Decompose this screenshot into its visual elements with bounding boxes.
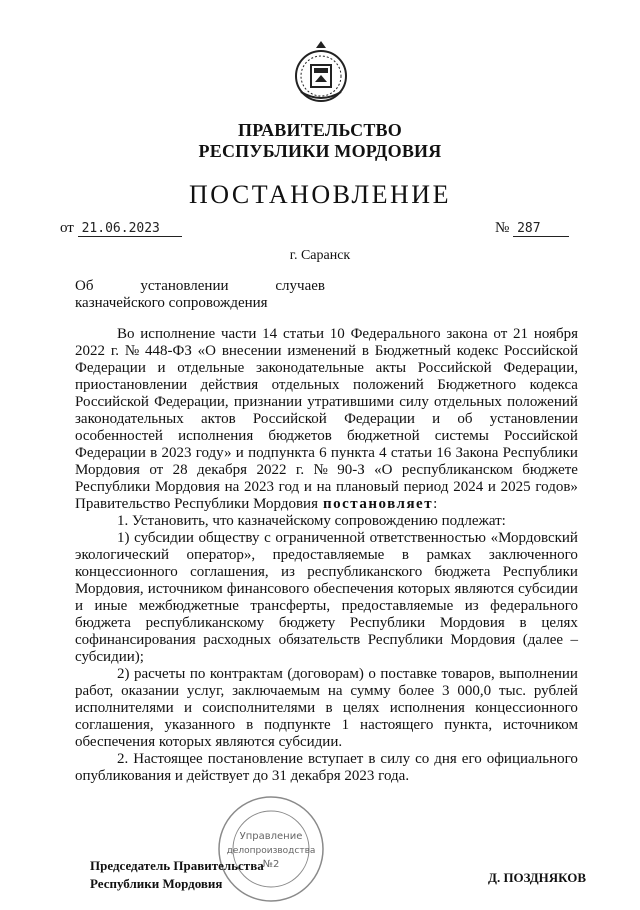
body-text: опубликования и действует до 31 декабря 2023 года. [75,768,410,784]
body-word: год [278,479,300,495]
body-word: предоставляемые [341,598,454,614]
number-row [495,220,569,237]
body-word: г. [110,343,120,359]
body-word: и [487,479,496,495]
body-line [75,530,578,547]
body-line [75,598,578,615]
body-word: исполнение [140,326,216,342]
body-word: целях [541,615,578,631]
body-word: подпункте [264,717,331,733]
body-word: 000,0 [457,683,492,699]
body-word: исполнения [178,428,254,444]
body-word: соглашения, [75,717,154,733]
body-word: услуг, [186,683,225,699]
body-word: исполнения [389,700,465,716]
body-word: году» [195,445,232,461]
body-line [75,479,578,496]
body-word: Российской [75,394,149,410]
body-word: утратившими [307,394,395,410]
body-word: в [401,547,409,563]
body-word: о [368,666,376,682]
body-word: субсидии [518,581,578,597]
body-word: части [220,326,257,342]
subject-word: установлении [140,278,229,294]
body-word: акты [375,360,407,376]
body-word: Закона [455,445,499,461]
body-word: концессионного [75,564,178,580]
body-line [75,751,578,768]
body-word: «О [197,343,216,359]
body-word: которых [397,581,451,597]
body-word: № [313,462,328,478]
body-word: (договорам) [287,666,364,682]
body-word: отдельные [177,360,245,376]
body-word: отдельных [434,394,502,410]
body-word: Российской [504,343,578,359]
signatory-title-line-2: Республики Мордовия [90,876,223,891]
body-word: декабря [197,462,248,478]
body-word: отдельных [271,377,340,393]
body-word: системы [434,428,489,444]
decision-word: постановляет [323,496,434,512]
body-word: 1 [341,717,350,733]
body-word: «О [374,462,393,478]
body-word: Мордовия [450,632,516,648]
body-word: оператор», [186,547,256,563]
body-word: Федерации [75,360,146,376]
body-word: в [361,343,369,359]
body-text: субсидии); [75,649,144,665]
body-line [75,411,578,428]
body-word: субсидии [134,530,194,546]
body-word: 2. [117,751,129,767]
body-word: кодекса [529,377,578,393]
body-word: источником [147,581,223,597]
body-word: бюджету [278,615,336,631]
body-word: обществу [198,530,260,546]
body-word: 2022 [256,462,287,478]
body-word: 90-З [337,462,365,478]
body-word: и [75,598,84,614]
body-word: и [432,411,441,427]
body-word: пункта [330,445,375,461]
body-word: бюджета [75,615,131,631]
body-word: Мордовия, [75,581,144,597]
body-word: указанного [164,717,236,733]
body-word: Федерального [350,326,441,342]
body-word: исполнителями [75,700,174,716]
body-line [75,377,578,394]
body-word: Республики [502,564,578,580]
body-line [75,445,578,462]
body-word: установлении [489,411,578,427]
subject-word: случаев [275,278,325,294]
body-word: оказании [121,683,180,699]
stamp-line-2: делопроизводства [226,846,316,856]
body-word: действия [200,377,259,393]
body-word: Федерации [344,411,415,427]
body-word: заключенного [488,547,578,563]
body-word: внесении [221,343,282,359]
document-number: 287 [513,221,568,237]
body-word: на [327,683,343,699]
body-word: статьи [282,326,325,342]
body-word: ответственностью [369,530,486,546]
body-word: целях [342,700,380,716]
number-prefix: № [495,220,510,236]
stamp-line-3: №2 [262,859,280,870]
body-word: 1) [117,530,130,546]
body-word: Мордовия [439,615,505,631]
org-name-line-1: ПРАВИТЕЛЬСТВО [238,120,402,140]
body-word: статьи [390,445,432,461]
body-word: вступает [307,751,364,767]
body-word: финансового [226,581,310,597]
body-word: Республики [367,632,443,648]
body-word: актов [200,411,236,427]
body-word: бюджетов [268,428,332,444]
body-word: из [464,598,479,614]
body-word: Республики [75,479,151,495]
body-word: тыс. [498,683,527,699]
body-word: в [368,751,376,767]
body-line [75,496,578,513]
stamp-line-1: Управление [239,831,303,842]
body-word: положений [507,394,578,410]
body-line [75,700,578,717]
body-word: официального [486,751,578,767]
body-word: и [235,445,244,461]
body-word: 3 [442,683,450,699]
body-word: 2022 [75,343,105,359]
body-word: 2023 [243,479,274,495]
body-word: соглашения, [190,564,269,580]
body-word: обязательств [278,632,361,648]
body-word: 14 [262,326,278,342]
body-word: в [325,700,333,716]
body-word: 16 [436,445,452,461]
date-row [60,220,182,237]
body-word: об [457,411,473,427]
body-word: в [150,445,158,461]
body-word: бюджета [434,564,491,580]
body-word: (далее [522,632,564,648]
body-word: сумму [350,683,391,699]
body-word: настоящего [360,717,434,733]
body-word: являются [454,581,515,597]
body-word: софинансирования [75,632,196,648]
body-word: период [403,479,449,495]
signatory-title-line-1: Председатель Правительства [90,858,264,873]
body-word: «Мордовский [490,530,578,546]
body-word: кодекс [456,343,499,359]
body-word: контрактам [209,666,283,682]
body-word: законодательные [256,360,364,376]
body-word: 2023 [161,445,192,461]
body-word: Республики [502,445,578,461]
body-word: ноября [533,326,578,342]
body-word: от [493,326,508,342]
body-word: силу [380,751,411,767]
body-word: Республики [349,615,426,631]
body-word: Мордовия [154,479,220,495]
body-word: силу [399,394,429,410]
body-word: более [398,683,435,699]
body-word: Российской [417,360,492,376]
body-word: расходных [203,632,272,648]
body-word: иные [94,598,128,614]
body-word: рублей [533,683,578,699]
body-word: его [461,751,482,767]
body-word: – [570,632,578,648]
body-word: предоставляемые [272,547,385,563]
body-word: положений [352,377,424,393]
body-word: ограниченной [275,530,366,546]
body-line [75,343,578,360]
body-word: 2) [117,666,130,682]
body-word: постановление [207,751,303,767]
organization-name [0,120,640,162]
body-word: трансферты, [250,598,331,614]
body-word: экологический [75,547,170,563]
body-word: по [189,666,206,682]
body-word: дня [434,751,457,767]
body-word: обеспечения [313,581,394,597]
body-word: бюджетной [346,428,420,444]
body-word: источником [503,717,578,733]
body-word: Федерации [75,445,146,461]
city: г. Саранск [289,248,351,263]
body-word: и [303,479,312,495]
body-line [75,513,578,530]
body-word: особенностей [75,428,163,444]
subject-word: Об [75,278,94,294]
body-word: товаров, [441,666,495,682]
body-word: 10 [329,326,345,342]
body-text: 1. Установить, что казначейскому сопровождению подлежат: [117,513,506,529]
subject-line-2: казначейского сопровождения [75,295,268,311]
body-line [75,666,578,683]
body-line [75,768,578,785]
body-word: республиканском [401,462,513,478]
document-date: 21.06.2023 [78,221,182,237]
body-word: 2025 [500,479,531,495]
body-word: приостановлении [75,377,188,393]
body-line [75,547,578,564]
body-line [75,632,578,649]
document-subject [75,278,325,312]
body-line [75,615,578,632]
body-line [75,717,578,734]
body-word: годов» [535,479,578,495]
body-word: бюджете [522,462,578,478]
body-word: соисполнителями [202,700,316,716]
body-line [75,649,578,666]
body-word: г. [295,462,305,478]
body-word: в [246,717,254,733]
body-word: на [224,479,240,495]
body-word: пункта, [444,717,493,733]
document-body [75,326,578,785]
body-word: Бюджетного [437,377,517,393]
body-word: рамках [426,547,472,563]
body-word: Во [117,326,135,342]
body-text: Правительство Республики Мордовия [75,496,318,512]
body-word: республиканского [307,564,423,580]
body-word: от [149,462,164,478]
body-line [75,462,578,479]
body-word: работ, [75,683,114,699]
body-word: концессионного [475,700,578,716]
body-word: со [415,751,430,767]
body-word: с [264,530,271,546]
body-line [75,683,578,700]
body-word: Настоящее [133,751,203,767]
coat-of-arms-emblem [291,40,351,104]
body-word: изменений [287,343,357,359]
body-word: № [124,343,140,359]
date-prefix: от [60,220,74,236]
body-word: 28 [172,462,188,478]
body-word: Федерации, [503,360,578,376]
body-line [75,581,578,598]
body-word: и [183,700,192,716]
signatory-name: Д. ПОЗДНЯКОВ [488,870,587,885]
body-word: Федерации, [154,394,229,410]
body-word: федерального [490,598,578,614]
body-word: расчеты [134,666,186,682]
body-line [75,394,578,411]
body-word: 2024 [453,479,484,495]
body-word: в [519,615,527,631]
body-word: признании [233,394,303,410]
body-word: 4 [379,445,387,461]
body-word: 448-ФЗ [144,343,192,359]
body-word: законодательных [75,411,184,427]
body-word: Мордовия [75,462,140,478]
body-word: 21 [513,326,529,342]
decision-suffix: : [433,496,438,512]
body-word: закона [446,326,488,342]
body-word: выполнении [499,666,578,682]
body-word: поставке [380,666,437,682]
signatory-title [90,857,264,893]
body-line [75,564,578,581]
body-line [75,734,578,751]
body-line [75,326,578,343]
body-word: 6 [319,445,327,461]
document-type: ПОСТАНОВЛЕНИЕ [189,180,451,209]
body-word: Бюджетный [374,343,451,359]
body-word: заключаемым [232,683,320,699]
body-word: из [280,564,295,580]
body-word: на [316,479,332,495]
body-word: и [157,360,166,376]
body-word: Российской [504,428,578,444]
body-line [75,428,578,445]
body-word: плановый [335,479,399,495]
body-word: межбюджетные [138,598,239,614]
subject-line-1 [75,278,325,295]
org-name-line-2: РЕСПУБЛИКИ МОРДОВИЯ [198,141,442,161]
body-text: обеспечения которых являются субсидии. [75,734,343,750]
body-word: подпункта [248,445,315,461]
body-word: Российской [252,411,327,427]
body-word: республиканскому [145,615,265,631]
body-line [75,360,578,377]
